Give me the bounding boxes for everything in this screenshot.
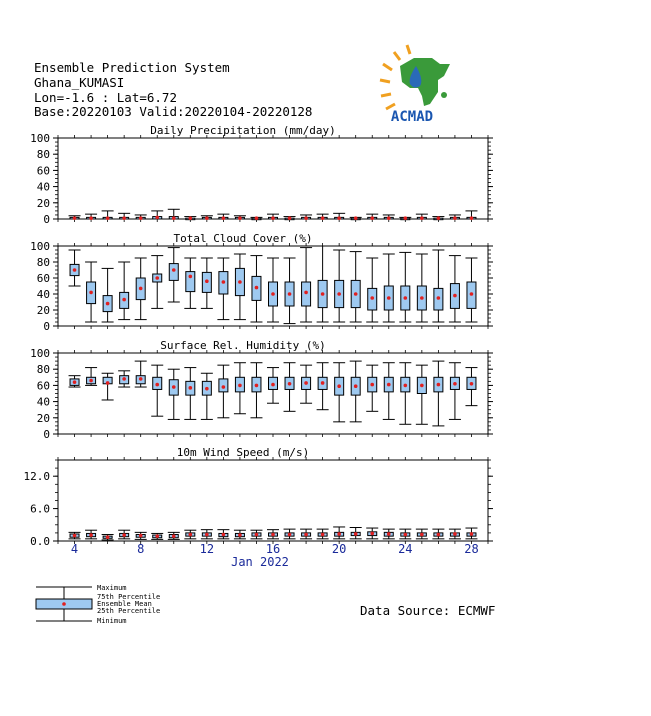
mean-dot — [139, 287, 143, 291]
africa-icon — [400, 58, 450, 106]
y-tick-label: 100 — [30, 132, 50, 145]
mean-dot — [73, 216, 77, 220]
mean-dot — [437, 383, 441, 387]
mean-dot — [155, 276, 159, 280]
panel-title: Daily Precipitation (mm/day) — [150, 124, 336, 137]
legend-p75-label: 75th Percentile — [97, 593, 161, 601]
x-tick-label: 28 — [464, 542, 479, 556]
header-location: Ghana_KUMASI — [34, 75, 125, 90]
mean-dot — [304, 381, 308, 385]
mean-dot — [255, 533, 259, 537]
mean-dot — [321, 533, 325, 537]
panel-4 — [24, 446, 494, 548]
legend-max-label: Maximum — [97, 584, 127, 592]
legend-min-label: Minimum — [97, 617, 127, 625]
mean-dot — [337, 292, 341, 296]
mean-dot — [271, 216, 275, 220]
y-tick-label: 0 — [43, 213, 50, 226]
mean-dot — [271, 533, 275, 537]
mean-dot — [189, 533, 193, 537]
panel-title: 10m Wind Speed (m/s) — [176, 446, 310, 459]
mean-dot — [337, 216, 341, 220]
mean-dot — [453, 216, 457, 220]
mean-dot — [73, 268, 77, 272]
y-tick-label: 0.0 — [30, 535, 50, 548]
mean-dot — [189, 386, 193, 390]
legend-mean-label: Ensemble Mean — [97, 600, 152, 608]
mean-dot — [437, 296, 441, 300]
y-tick-label: 40 — [36, 180, 50, 194]
x-tick-label: 16 — [265, 542, 281, 556]
mean-dot — [205, 387, 209, 391]
mean-dot — [139, 377, 143, 381]
mean-dot — [172, 534, 176, 538]
mean-dot — [404, 384, 408, 388]
mean-dot — [106, 216, 110, 220]
header-base-valid: Base:20220103 Valid:20220104-20220128 — [34, 104, 313, 119]
mean-dot — [122, 298, 126, 302]
mean-dot — [222, 385, 226, 389]
mean-dot — [155, 383, 159, 387]
logo-text: ACMAD — [390, 109, 434, 125]
mean-dot — [304, 291, 308, 295]
y-tick-label: 60 — [36, 379, 50, 393]
x-axis-labels — [71, 542, 479, 556]
x-tick-label: 24 — [398, 542, 413, 556]
mean-dot — [238, 533, 242, 537]
x-tick-label: 4 — [70, 542, 79, 556]
mean-dot — [337, 532, 341, 536]
panel-title: Total Cloud Cover (%) — [173, 232, 313, 245]
y-tick-label: 12.0 — [23, 470, 50, 484]
mean-dot — [370, 296, 374, 300]
mean-dot — [404, 296, 408, 300]
mean-dot — [222, 533, 226, 537]
panel-title: Surface Rel. Humidity (%) — [160, 339, 326, 352]
mean-dot — [420, 216, 424, 220]
mean-dot — [271, 383, 275, 387]
y-tick-label: 40 — [36, 288, 50, 301]
y-tick-label: 100 — [30, 240, 50, 253]
mean-dot — [89, 533, 93, 537]
mean-dot — [304, 216, 308, 220]
mean-dot — [354, 292, 358, 296]
mean-dot — [238, 216, 242, 220]
mean-dot — [189, 216, 193, 220]
mean-dot — [155, 534, 159, 538]
x-axis-month: Jan 2022 — [231, 555, 289, 569]
mean-dot — [172, 268, 176, 272]
y-tick-label: 100 — [30, 347, 50, 360]
mean-dot — [122, 216, 126, 220]
legend-mean-dot — [62, 602, 66, 606]
mean-dot — [271, 292, 275, 296]
mean-dot — [420, 533, 424, 537]
header-title: Ensemble Prediction System — [34, 60, 230, 75]
mean-dot — [387, 383, 391, 387]
mean-dot — [205, 279, 209, 283]
mean-dot — [470, 382, 474, 386]
mean-dot — [387, 532, 391, 536]
mean-dot — [354, 532, 358, 536]
y-tick-label: 60 — [36, 272, 50, 285]
mean-dot — [205, 216, 209, 220]
legend — [36, 584, 160, 625]
mean-dot — [420, 384, 424, 388]
mean-dot — [139, 534, 143, 538]
mean-dot — [321, 292, 325, 296]
mean-dot — [404, 216, 408, 220]
panel-1 — [30, 124, 493, 226]
mean-dot — [238, 280, 242, 284]
mean-dot — [172, 385, 176, 389]
mean-dot — [106, 535, 110, 539]
legend-p25-label: 25th Percentile — [97, 607, 161, 615]
mean-dot — [288, 292, 292, 296]
y-tick-label: 20 — [36, 196, 50, 210]
y-tick-label: 40 — [36, 395, 50, 409]
y-tick-label: 6.0 — [30, 502, 50, 516]
acmad-logo — [380, 45, 450, 125]
data-source: Data Source: ECMWF — [360, 603, 496, 618]
mean-dot — [205, 533, 209, 537]
box-iqr — [169, 264, 178, 281]
mean-dot — [222, 216, 226, 220]
mean-dot — [288, 216, 292, 220]
mean-dot — [155, 216, 159, 220]
mean-dot — [255, 216, 259, 220]
panel-2 — [30, 232, 493, 333]
mean-dot — [89, 379, 93, 383]
mean-dot — [404, 533, 408, 537]
mean-dot — [370, 383, 374, 387]
mean-dot — [354, 384, 358, 388]
mean-dot — [354, 216, 358, 220]
mean-dot — [470, 532, 474, 536]
y-tick-label: 20 — [36, 411, 50, 425]
mean-dot — [288, 533, 292, 537]
mean-dot — [189, 275, 193, 279]
mean-dot — [89, 216, 93, 220]
mean-dot — [122, 533, 126, 537]
mean-dot — [238, 384, 242, 388]
y-tick-label: 80 — [36, 256, 50, 269]
mean-dot — [470, 216, 474, 220]
mean-dot — [437, 533, 441, 537]
x-tick-label: 8 — [137, 542, 145, 556]
mean-dot — [122, 377, 126, 381]
mean-dot — [321, 216, 325, 220]
mean-dot — [437, 216, 441, 220]
mean-dot — [470, 292, 474, 296]
x-tick-label: 20 — [331, 542, 347, 556]
panel-3 — [30, 339, 493, 441]
y-tick-label: 0 — [43, 320, 50, 333]
mean-dot — [222, 280, 226, 284]
y-tick-label: 20 — [36, 304, 50, 317]
mean-dot — [139, 216, 143, 220]
panel-frame — [58, 138, 488, 219]
y-tick-label: 80 — [36, 148, 50, 162]
y-tick-label: 60 — [36, 164, 50, 178]
mean-dot — [73, 380, 77, 384]
mean-dot — [337, 384, 341, 388]
header-coordinates: Lon=-1.6 : Lat=6.72 — [34, 90, 177, 105]
x-tick-label: 12 — [199, 542, 215, 556]
mean-dot — [255, 384, 259, 388]
y-tick-label: 0 — [43, 428, 50, 441]
mean-dot — [106, 381, 110, 385]
mean-dot — [453, 532, 457, 536]
mean-dot — [106, 302, 110, 306]
mean-dot — [453, 382, 457, 386]
mean-dot — [321, 381, 325, 385]
mean-dot — [370, 532, 374, 536]
mean-dot — [387, 296, 391, 300]
mean-dot — [89, 291, 93, 295]
mean-dot — [304, 533, 308, 537]
mean-dot — [370, 216, 374, 220]
mean-dot — [420, 296, 424, 300]
mean-dot — [73, 534, 77, 538]
mean-dot — [255, 286, 259, 290]
mean-dot — [387, 216, 391, 220]
mean-dot — [453, 294, 457, 298]
mean-dot — [172, 216, 176, 220]
mean-dot — [288, 382, 292, 386]
y-tick-label: 80 — [36, 363, 50, 377]
